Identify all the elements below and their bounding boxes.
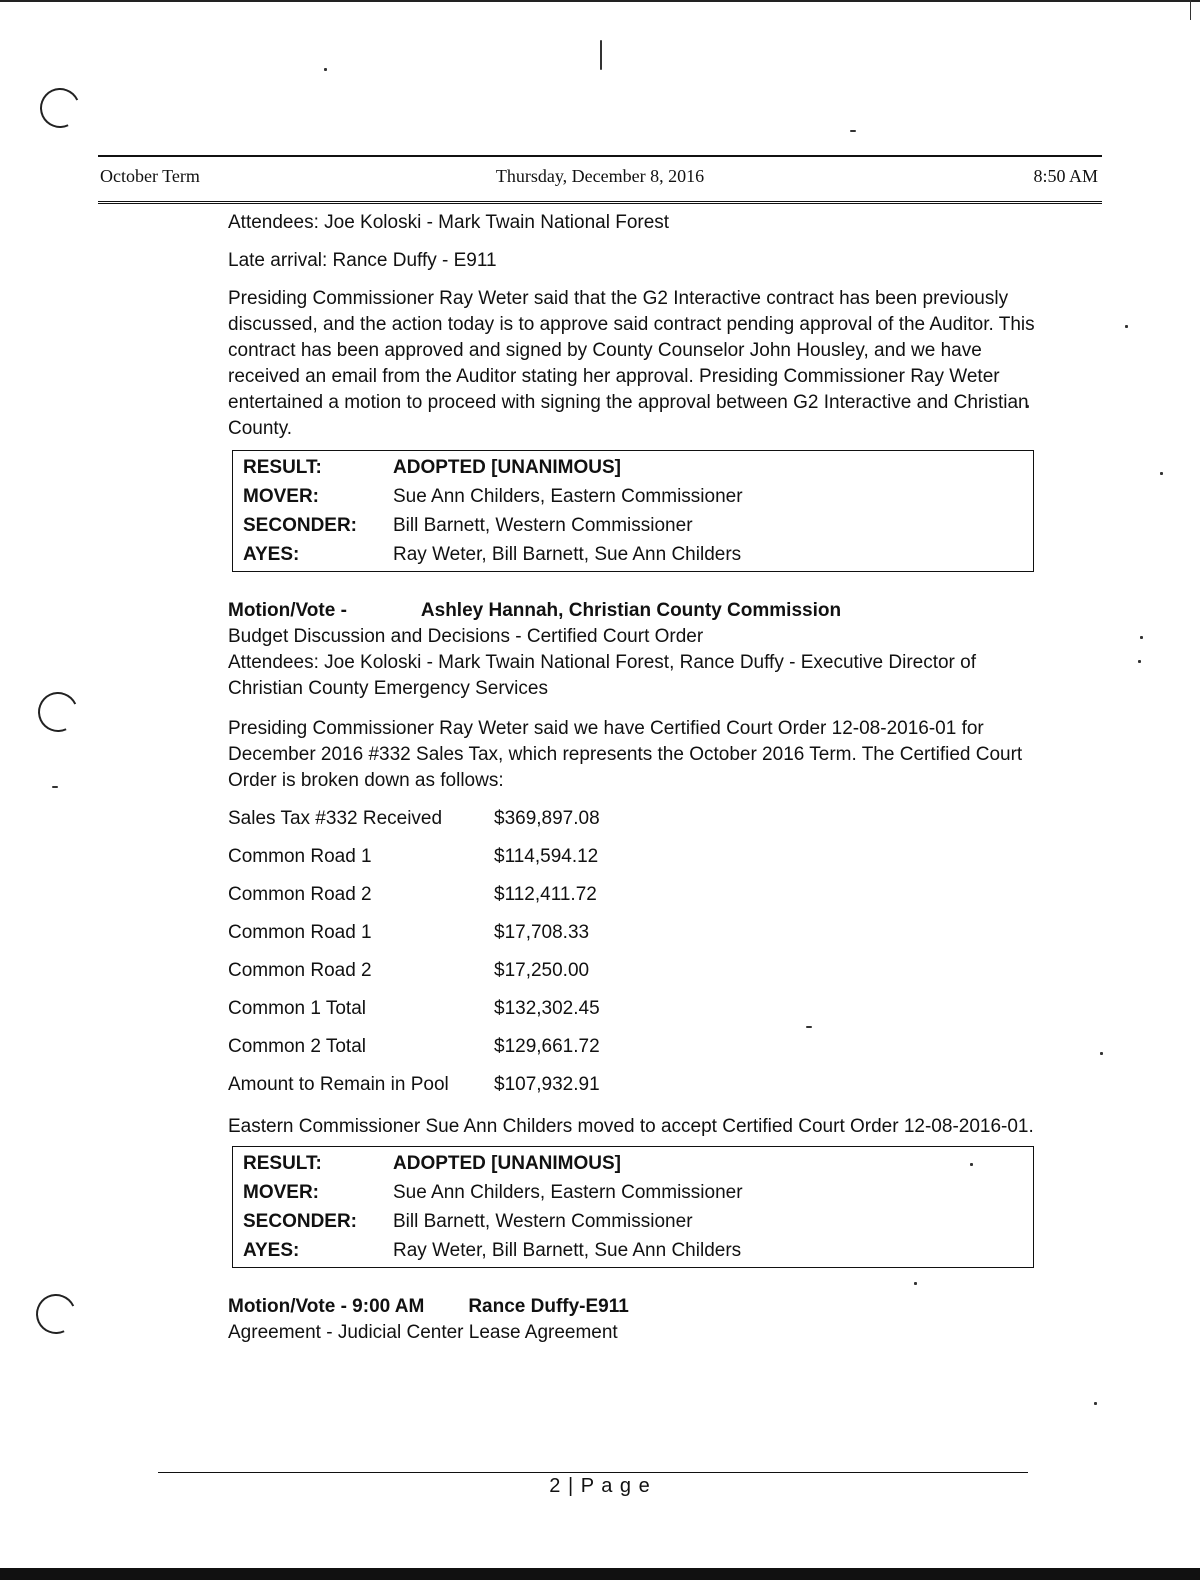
vote-row-mover [243, 1178, 1033, 1207]
page-number: 2 | P a g e [549, 1475, 651, 1497]
court-order-breakdown [228, 800, 600, 1104]
vote-result-box [232, 450, 1034, 572]
motion-presenter: Ashley Hannah, Christian County Commission [420, 600, 842, 621]
vote-row-mover [243, 482, 1033, 511]
scan-speck [850, 130, 856, 132]
scan-edge-bottom [0, 1568, 1200, 1580]
attendees-line: Attendees: Joe Koloski - Mark Twain National Forest [228, 212, 670, 233]
breakdown-label: Common Road 1 [228, 922, 372, 943]
seconder-value: Bill Barnett, Western Commissioner [393, 514, 693, 536]
punch-hole-bottom [30, 1288, 81, 1339]
scan-edge-top [0, 0, 1200, 10]
breakdown-amount: $17,708.33 [494, 922, 590, 943]
mover-label: MOVER: [243, 1181, 319, 1203]
scan-speck [1140, 636, 1143, 639]
motion-presenter: Rance Duffy-E911 [468, 1296, 629, 1317]
seconder-value: Bill Barnett, Western Commissioner [393, 1210, 693, 1232]
scan-speck [1100, 1052, 1103, 1055]
mover-value: Sue Ann Childers, Eastern Commissioner [393, 1181, 743, 1203]
scan-speck [52, 786, 58, 788]
contract-paragraph: Presiding Commissioner Ray Weter said that the G2 Interactive contract has been previously discussed, and the action today is to approve said contract pending approval of the Auditor. This contract has been approved and signed by County Counselor John Housley, and we have received an email from the Auditor stating her approval. Presiding Commissioner Ray Weter entertained a motion to proceed with signing the approval between G2 Interactive and Christian County. [228, 288, 1035, 439]
ayes-value: Ray Weter, Bill Barnett, Sue Ann Childers [393, 543, 742, 565]
breakdown-amount: $129,661.72 [494, 1036, 600, 1057]
breakdown-amount: $114,594.12 [494, 846, 599, 867]
ayes-value: Ray Weter, Bill Barnett, Sue Ann Childers [393, 1239, 742, 1261]
scan-speck [1125, 325, 1128, 328]
result-value: ADOPTED [UNANIMOUS] [393, 456, 621, 478]
vote-result-box [232, 1146, 1034, 1268]
scan-speck [600, 40, 602, 70]
agenda-topic: Agreement - Judicial Center Lease Agreement [228, 1322, 618, 1343]
breakdown-label: Amount to Remain in Pool [228, 1074, 449, 1095]
vote-row-result [243, 1149, 1033, 1178]
scan-speck [1094, 1402, 1097, 1405]
vote-row-result [243, 453, 1033, 482]
breakdown-row [228, 1066, 600, 1104]
result-label: RESULT: [243, 456, 322, 478]
breakdown-label: Common 2 Total [228, 1036, 366, 1057]
seconder-label: SECONDER: [243, 1210, 358, 1232]
meeting-time: 8:50 AM [1033, 166, 1098, 186]
breakdown-label: Common 1 Total [228, 998, 366, 1019]
scan-speck [1138, 660, 1141, 663]
punch-hole-top [34, 82, 85, 133]
vote-row-seconder [243, 511, 1033, 540]
motion-label: Motion/Vote - [228, 600, 347, 621]
mover-label: MOVER: [243, 485, 319, 507]
vote-row-ayes [243, 1236, 1033, 1265]
footer-rule [158, 1472, 1028, 1473]
result-label: RESULT: [243, 1152, 322, 1174]
scan-speck [1160, 472, 1163, 475]
late-arrival-line: Late arrival: Rance Duffy - E911 [228, 250, 497, 271]
breakdown-label: Common Road 1 [228, 846, 372, 867]
breakdown-label: Sales Tax #332 Received [228, 808, 443, 829]
breakdown-label: Common Road 2 [228, 884, 372, 905]
ayes-label: AYES: [243, 1239, 300, 1261]
motion-paragraph: Eastern Commissioner Sue Ann Childers moved to accept Certified Court Order 12-08-2016-01. [228, 1116, 1034, 1137]
breakdown-row [228, 990, 600, 1028]
breakdown-row [228, 838, 600, 876]
breakdown-row [228, 914, 600, 952]
result-value: ADOPTED [UNANIMOUS] [393, 1152, 621, 1174]
breakdown-amount: $17,250.00 [494, 960, 590, 981]
breakdown-label: Common Road 2 [228, 960, 372, 981]
vote-row-ayes [243, 540, 1033, 569]
breakdown-amount: $369,897.08 [494, 808, 600, 829]
breakdown-row [228, 952, 600, 990]
breakdown-row [228, 800, 600, 838]
breakdown-amount: $107,932.91 [494, 1074, 600, 1095]
motion-heading [228, 598, 1048, 624]
agenda-topic: Budget Discussion and Decisions - Certified Court Order [228, 626, 704, 647]
minutes-body [228, 210, 1048, 1346]
breakdown-row [228, 876, 600, 914]
punch-hole-middle [32, 686, 83, 737]
ayes-label: AYES: [243, 543, 300, 565]
mover-value: Sue Ann Childers, Eastern Commissioner [393, 485, 743, 507]
court-order-paragraph: Presiding Commissioner Ray Weter said we have Certified Court Order 12-08-2016-01 for December 2016 #332 Sales Tax, which represents the October 2016 Term. The Certified Court Order is broken down as follows: [228, 718, 1023, 791]
attendees-line: Attendees: Joe Koloski - Mark Twain National Forest, Rance Duffy - Executive Director of Christian County Emergency Services [228, 652, 977, 699]
term-label: October Term [100, 166, 200, 186]
motion-heading [228, 1294, 1048, 1320]
scan-edge-right [1190, 0, 1191, 20]
vote-row-seconder [243, 1207, 1033, 1236]
scan-speck [324, 68, 327, 71]
breakdown-row [228, 1028, 600, 1066]
running-header [98, 155, 1102, 204]
motion-label: Motion/Vote - 9:00 AM [228, 1296, 425, 1317]
breakdown-amount: $132,302.45 [494, 998, 600, 1019]
breakdown-amount: $112,411.72 [494, 884, 597, 905]
meeting-date: Thursday, December 8, 2016 [495, 166, 705, 186]
seconder-label: SECONDER: [243, 514, 358, 536]
